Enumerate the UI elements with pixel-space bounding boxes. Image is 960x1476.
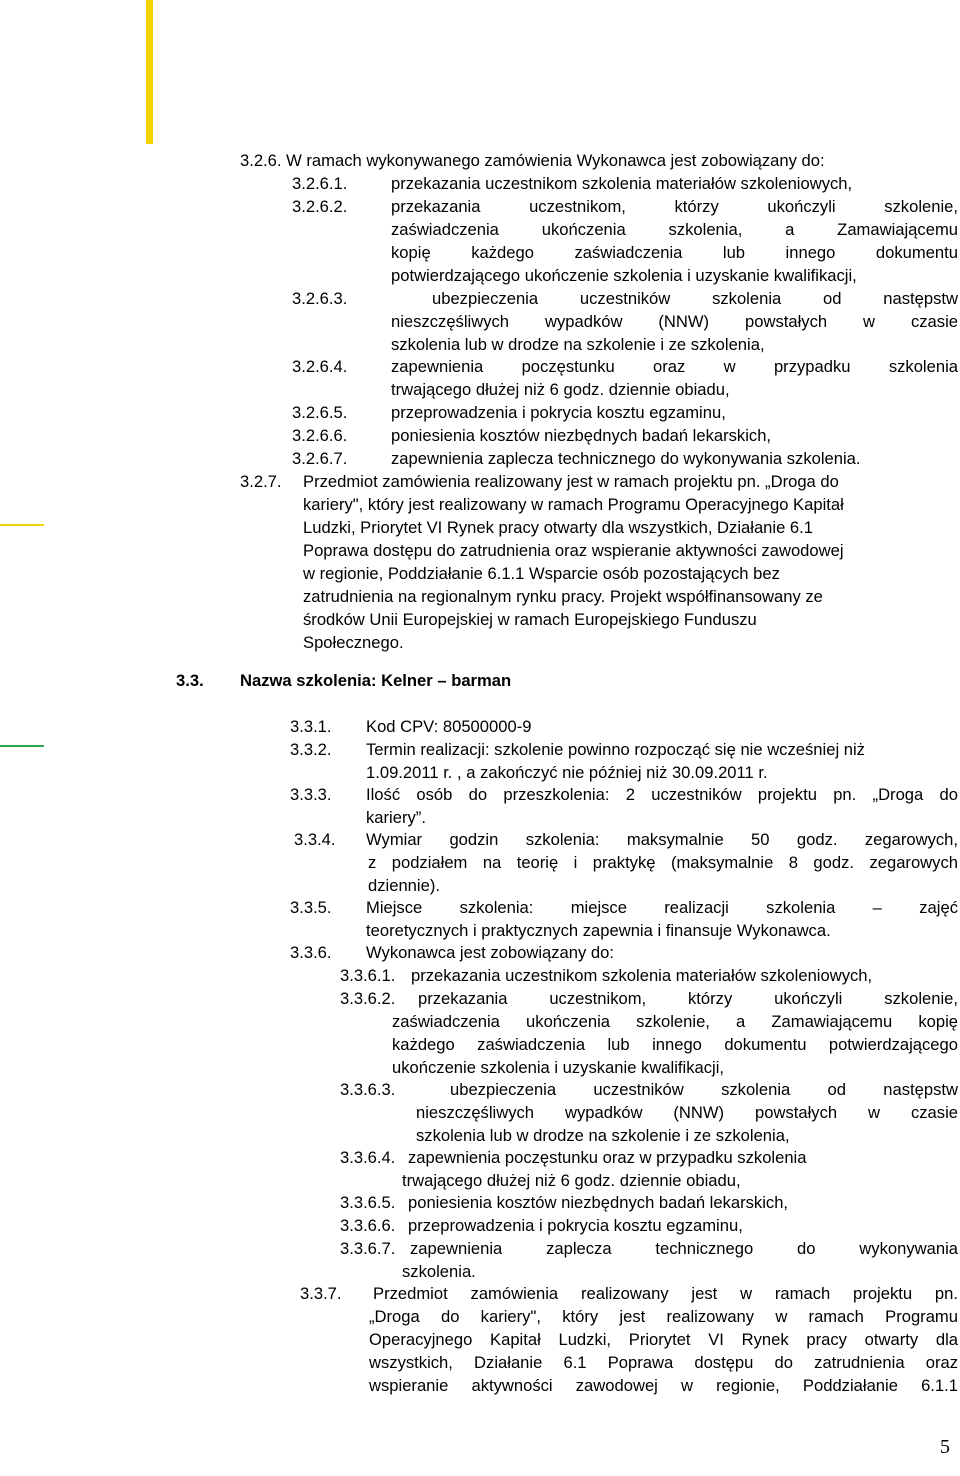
item-number: 3.2.6.5. — [292, 403, 348, 422]
paragraph-line: „Droga do kariery", który jest realizowany w ramach Programu — [369, 1307, 958, 1326]
item-text: ubezpieczenia uczestników szkolenia od następstw — [450, 1080, 958, 1099]
item-text: potwierdzającego ukończenie szkolenia i uzyskanie kwalifikacji, — [391, 266, 857, 285]
item-text: zaświadczenia ukończenia szkolenia, a Zamawiającemu — [391, 220, 958, 239]
item-number: 3.3.1. — [290, 717, 332, 736]
item-text: trwającego dłużej niż 6 godz. dziennie obiadu, — [402, 1171, 741, 1190]
item-text: poniesienia kosztów niezbędnych badań lekarskich, — [391, 426, 772, 445]
item-text: zapewnienia zaplecza technicznego do wykonywania szkolenia. — [391, 449, 861, 468]
item-number: 3.3.6.7. — [340, 1239, 396, 1258]
paragraph-line: wspieranie aktywności zawodowej w regionie, Poddziałanie 6.1.1 — [369, 1376, 958, 1395]
paragraph-line: Społecznego. — [303, 633, 404, 652]
item-number: 3.2.6.3. — [292, 289, 348, 308]
item-text: zaświadczenia ukończenia szkolenie, a Zamawiającemu kopię — [392, 1012, 958, 1031]
item-text: przekazania uczestnikom, którzy ukończyli szkolenie, — [391, 197, 958, 216]
item-number: 3.3.2. — [290, 740, 332, 759]
paragraph-line: Przedmiot zamówienia realizowany jest w ramach projektu pn. „Droga do — [303, 472, 839, 491]
item-number: 3.3.5. — [290, 898, 332, 917]
paragraph-line: w regionie, Poddziałanie 6.1.1 Wsparcie osób pozostających bez — [303, 564, 780, 583]
item-text: ubezpieczenia uczestników szkolenia od następstw — [432, 289, 958, 308]
item-text: przekazania uczestnikom szkolenia materiałów szkoleniowych, — [411, 966, 873, 985]
item-number: 3.3.6.1. — [340, 966, 396, 985]
item-text: Ilość osób do przeszkolenia: 2 uczestników projektu pn. „Droga do — [366, 785, 958, 804]
item-text: kariery”. — [366, 808, 426, 827]
item-text: każdego zaświadczenia lub innego dokumentu potwierdzającego — [392, 1035, 958, 1054]
item-text: zapewnienia poczęstunku oraz w przypadku szkolenia — [408, 1148, 807, 1167]
item-number: 3.3.4. — [294, 830, 336, 849]
item-text: dziennie). — [368, 876, 440, 895]
item-text: nieszczęśliwych wypadków (NNW) powstałych w czasie — [391, 312, 958, 331]
item-number: 3.3.3. — [290, 785, 332, 804]
paragraph-line: wszystkich, Działanie 6.1 Poprawa dostępu do zatrudnienia oraz — [369, 1353, 958, 1372]
item-number: 3.2.6.1. — [292, 174, 348, 193]
item-number: 3.2.6.4. — [292, 357, 348, 376]
item-text: Termin realizacji: szkolenie powinno rozpocząć się nie wcześniej niż — [366, 740, 865, 759]
item-text: kopię każdego zaświadczenia lub innego dokumentu — [391, 243, 958, 262]
section-number: 3.3. — [176, 671, 204, 690]
item-number: 3.3.6.5. — [340, 1193, 396, 1212]
item-text: szkolenia lub w drodze na szkolenie i ze szkolenia, — [416, 1126, 790, 1145]
item-text: przekazania uczestnikom szkolenia materiałów szkoleniowych, — [391, 174, 853, 193]
item-text: szkolenia. — [402, 1262, 476, 1281]
page-number: 5 — [940, 1436, 950, 1458]
item-text: nieszczęśliwych wypadków (NNW) powstałych w czasie — [416, 1103, 958, 1122]
item-number: 3.3.6.6. — [340, 1216, 396, 1235]
item-number: 3.2.6.6. — [292, 426, 348, 445]
item-number: 3.3.6. — [290, 943, 332, 962]
item-text: Miejsce szkolenia: miejsce realizacji szkolenia – zajęć — [366, 898, 958, 917]
item-text: trwającego dłużej niż 6 godz. dziennie obiadu, — [391, 380, 730, 399]
item-text: Wymiar godzin szkolenia: maksymalnie 50 godz. zegarowych, — [366, 830, 958, 849]
item-text: zapewnienia poczęstunku oraz w przypadku szkolenia — [391, 357, 958, 376]
item-text: szkolenia lub w drodze na szkolenie i ze szkolenia, — [391, 335, 765, 354]
item-number: 3.2.7. — [240, 472, 282, 491]
yellow-side-rule — [0, 524, 44, 526]
paragraph-line: Ludzki, Priorytet VI Rynek pracy otwarty dla wszystkich, Działanie 6.1 — [303, 518, 813, 537]
section-3-2-6-intro: 3.2.6. W ramach wykonywanego zamówienia Wykonawca jest zobowiązany do: — [240, 151, 825, 170]
item-number: 3.3.6.2. — [340, 989, 396, 1008]
item-text: ukończenie szkolenia i uzyskanie kwalifikacji, — [392, 1058, 725, 1077]
item-text: przeprowadzenia i pokrycia kosztu egzaminu, — [408, 1216, 743, 1235]
paragraph-line: Operacyjnego Kapitał Ludzki, Priorytet VI Rynek pracy otwarty dla — [369, 1330, 958, 1349]
item-number: 3.3.6.4. — [340, 1148, 396, 1167]
item-text: zapewnienia zaplecza technicznego do wykonywania — [410, 1239, 958, 1258]
yellow-margin-bar — [146, 0, 153, 144]
item-number: 3.2.6.7. — [292, 449, 348, 468]
item-number: 3.3.7. — [300, 1284, 342, 1303]
item-text: teoretycznych i praktycznych zapewnia i finansuje Wykonawca. — [366, 921, 831, 940]
paragraph-line: środków Unii Europejskiej w ramach Europejskiego Funduszu — [303, 610, 757, 629]
item-text: z podziałem na teorię i praktykę (maksymalnie 8 godz. zegarowych — [368, 853, 958, 872]
item-text: poniesienia kosztów niezbędnych badań lekarskich, — [408, 1193, 789, 1212]
section-heading: Nazwa szkolenia: Kelner – barman — [240, 671, 512, 690]
paragraph-line: Przedmiot zamówienia realizowany jest w ramach projektu pn. — [373, 1284, 958, 1303]
item-text: Kod CPV: 80500000-9 — [366, 717, 532, 736]
paragraph-line: kariery", który jest realizowany w ramach Programu Operacyjnego Kapitał — [303, 495, 844, 514]
item-number: 3.3.6.3. — [340, 1080, 396, 1099]
item-text: Wykonawca jest zobowiązany do: — [366, 943, 614, 962]
paragraph-line: Poprawa dostępu do zatrudnienia oraz wspieranie aktywności zawodowej — [303, 541, 844, 560]
item-number: 3.2.6.2. — [292, 197, 348, 216]
green-side-rule — [0, 745, 44, 747]
item-text: 1.09.2011 r. , a zakończyć nie później niż 30.09.2011 r. — [366, 763, 768, 782]
item-text: przeprowadzenia i pokrycia kosztu egzaminu, — [391, 403, 726, 422]
item-text: przekazania uczestnikom, którzy ukończyli szkolenie, — [418, 989, 958, 1008]
paragraph-line: zatrudnienia na regionalnym rynku pracy. Projekt współfinansowany ze — [303, 587, 823, 606]
